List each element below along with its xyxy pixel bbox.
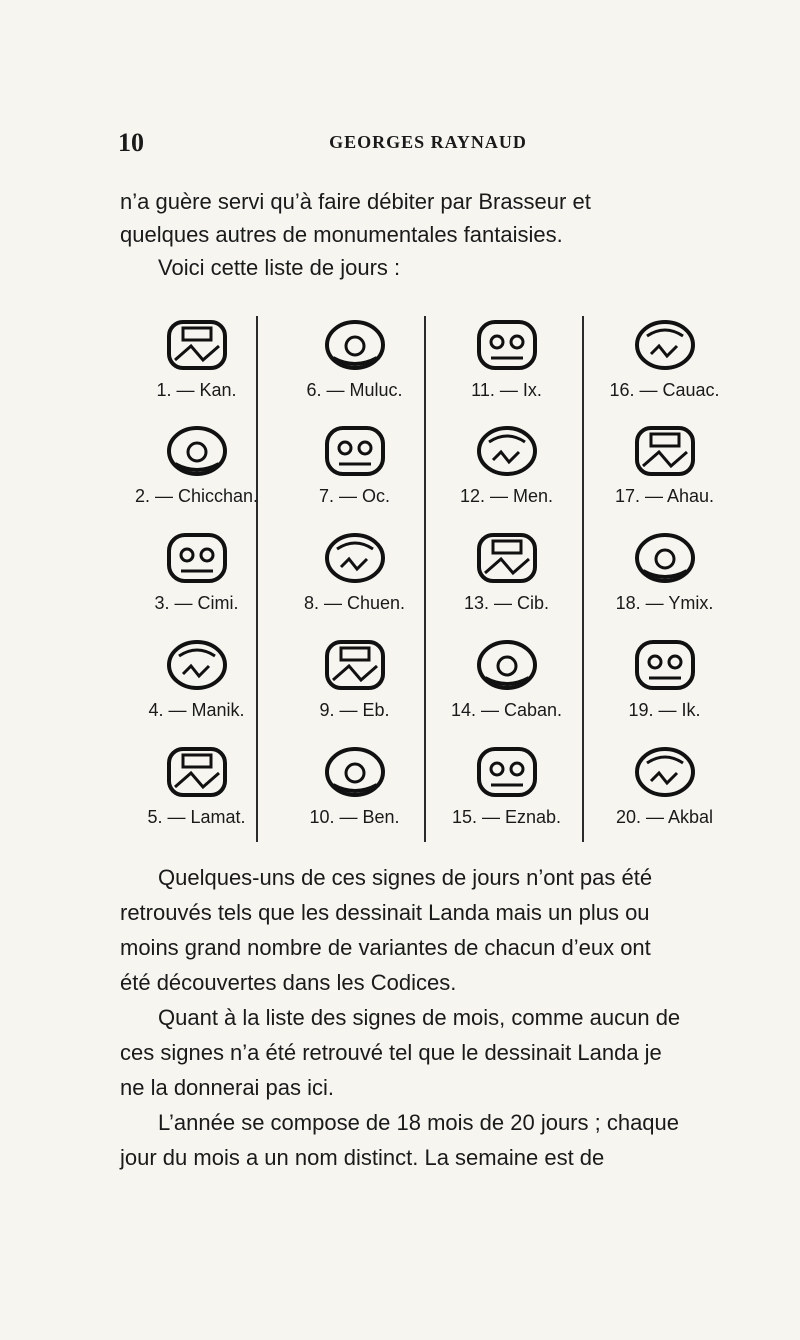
chicchan-glyph-icon (161, 422, 233, 480)
day-cell (429, 312, 584, 418)
day-label: 10. — Ben. (309, 807, 400, 827)
body-line: jour du mois a un nom distinct. La semaine est de (120, 1145, 605, 1170)
body-line: été découvertes dans les Codices. (120, 970, 457, 995)
day-cell (429, 418, 584, 524)
day-glyph-table (119, 312, 739, 846)
day-cell (119, 418, 274, 524)
intro-line-1: n’a guère servi qu’à faire débiter par Brasseur et (120, 189, 591, 214)
day-cell (119, 525, 274, 631)
body-line: ne la donnerai pas ici. (120, 1075, 335, 1100)
day-label: 17. — Ahau. (614, 486, 715, 506)
day-label: 15. — Eznab. (451, 807, 562, 827)
day-label: 19. — Ik. (628, 700, 701, 720)
day-label: 13. — Cib. (463, 593, 550, 613)
day-cell (429, 632, 584, 738)
day-label: 11. — Ix. (471, 380, 542, 400)
ix-glyph-icon (471, 316, 543, 374)
cimi-glyph-icon (161, 529, 233, 587)
cib-glyph-icon (471, 529, 543, 587)
body-line: retrouvés tels que les dessinait Landa mais un plus ou (120, 900, 650, 925)
day-label: 12. — Men. (459, 486, 554, 506)
day-label: 3. — Cimi. (154, 593, 239, 613)
day-label: 18. — Ymix. (615, 593, 714, 613)
day-cell (587, 632, 742, 738)
day-cell (587, 739, 742, 845)
page-header (118, 128, 738, 162)
muluc-glyph-icon (319, 316, 391, 374)
day-label: 1. — Kan. (156, 380, 237, 400)
lamat-glyph-icon (161, 743, 233, 801)
body-line: Quant à la liste des signes de mois, comme aucun de (158, 1005, 681, 1030)
running-head: GEORGES RAYNAUD (329, 132, 527, 152)
day-cell (277, 739, 432, 845)
day-cell (119, 312, 274, 418)
ik-glyph-icon (629, 636, 701, 694)
day-cell (277, 632, 432, 738)
body-line: L’année se compose de 18 mois de 20 jours ; chaque (158, 1110, 680, 1135)
manik-glyph-icon (161, 636, 233, 694)
day-label: 9. — Eb. (319, 700, 390, 720)
ymix-glyph-icon (629, 529, 701, 587)
day-label: 6. — Muluc. (306, 380, 403, 400)
day-cell (429, 739, 584, 845)
chuen-glyph-icon (319, 529, 391, 587)
day-cell (587, 312, 742, 418)
day-cell (119, 632, 274, 738)
day-label: 5. — Lamat. (147, 807, 246, 827)
day-label: 4. — Manik. (148, 700, 245, 720)
body-line: Quelques-uns de ces signes de jours n’ont pas été (158, 865, 653, 890)
body-line: ces signes n’a été retrouvé tel que le dessinait Landa je (120, 1040, 662, 1065)
day-cell (277, 312, 432, 418)
ahau-glyph-icon (629, 422, 701, 480)
day-label: 7. — Oc. (318, 486, 390, 506)
men-glyph-icon (471, 422, 543, 480)
body-line: moins grand nombre de variantes de chacun d’eux ont (120, 935, 651, 960)
page-number: 10 (118, 128, 144, 157)
day-cell (277, 418, 432, 524)
day-label: 14. — Caban. (450, 700, 563, 720)
ben-glyph-icon (319, 743, 391, 801)
intro-line-3: Voici cette liste de jours : (158, 255, 401, 280)
day-cell (587, 418, 742, 524)
day-label: 16. — Cauac. (609, 380, 720, 400)
eznab-glyph-icon (471, 743, 543, 801)
kan-glyph-icon (161, 316, 233, 374)
cauac-glyph-icon (629, 316, 701, 374)
day-cell (429, 525, 584, 631)
day-cell (119, 739, 274, 845)
eb-glyph-icon (319, 636, 391, 694)
day-label: 8. — Chuen. (303, 593, 406, 613)
day-label: 20. — Akbal (615, 807, 714, 827)
day-cell (587, 525, 742, 631)
caban-glyph-icon (471, 636, 543, 694)
intro-line-2: quelques autres de monumentales fantaisies. (120, 222, 563, 247)
day-cell (277, 525, 432, 631)
akbal-glyph-icon (629, 743, 701, 801)
day-label: 2. — Chicchan. (134, 486, 259, 506)
oc-glyph-icon (319, 422, 391, 480)
